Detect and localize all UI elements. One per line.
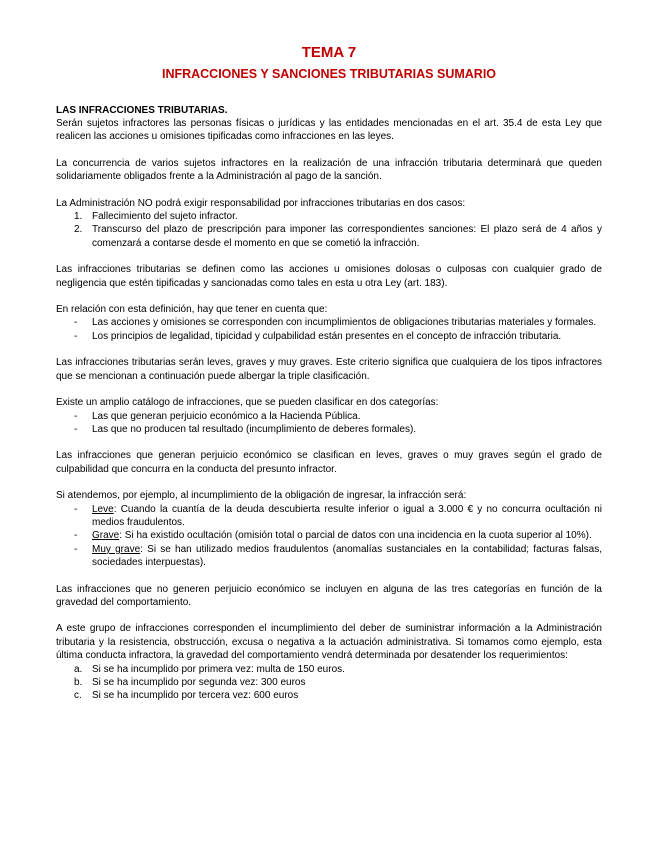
list-item-text: Fallecimiento del sujeto infractor.: [92, 211, 238, 223]
paragraph-perjuicio: Las infracciones que generan perjuicio económico se clasifican en leves, graves o muy graves según el grado de culpabilidad que concurra en la conducta del presunto infractor.: [56, 450, 602, 475]
list-item-text: Transcurso del plazo de prescripción para imponer las correspondientes sanciones: El plazo será de 4 años y comenzará a contarse desde el momento en que se cometió la infracción.: [92, 224, 602, 249]
paragraph-relacion: En relación con esta definición, hay que tener en cuenta que:: [56, 304, 328, 316]
list-item-text: : Si se han utilizado medios fraudulentos (anomalías sustanciales en la contabilidad; facturas falsas, sociedades interpuestas).: [92, 543, 603, 569]
list-item: [56, 503, 602, 530]
document-page: [56, 44, 602, 703]
list-categorias: [56, 410, 602, 437]
list-marker: -: [74, 423, 78, 435]
list-item-text: Si se ha incumplido por primera vez: multa de 150 euros.: [92, 663, 345, 675]
paragraph-catalogo: Existe un amplio catálogo de infracciones, que se pueden clasificar en dos categorías:: [56, 397, 439, 409]
paragraph-concurrencia: La concurrencia de varios sujetos infractores en la realización de una infracción tributaria determinará que queden solidariamente obligados frente a la Administración al pago de la sanción.: [56, 157, 602, 183]
list-item: [56, 663, 602, 676]
list-item: [56, 210, 602, 223]
list-marker: -: [74, 317, 78, 329]
list-item: [56, 676, 602, 689]
list-marker: -: [74, 330, 78, 342]
term-grave: Grave: [92, 530, 120, 542]
list-requerimientos: [56, 663, 602, 703]
term-muy-grave: Muy grave: [92, 543, 141, 555]
list-item: [56, 223, 602, 250]
page-title: TEMA 7: [301, 44, 357, 61]
list-item: [56, 316, 602, 329]
list-item: [56, 410, 602, 423]
paragraph-definicion: Las infracciones tributarias se definen como las acciones u omisiones dolosas o culposas con cualquier grado de negligencia que estén tipificadas y sancionadas como tales en esta u otra Ley (art. 183).: [56, 264, 602, 289]
list-item: [56, 689, 602, 702]
paragraph-sujetos: Serán sujetos infractores las personas físicas o jurídicas y las entidades mencionadas en el art. 35.4 de esta Ley que realicen las acciones u omisiones tipificadas como infracciones en las leyes.: [56, 118, 602, 143]
list-item: [56, 543, 602, 570]
list-marker: 1.: [74, 211, 83, 223]
page-subtitle: INFRACCIONES Y SANCIONES TRIBUTARIAS SUMARIO: [161, 67, 497, 81]
list-marker: a.: [74, 663, 83, 675]
list-marker: -: [74, 410, 78, 422]
list-item: [56, 529, 602, 542]
list-marker: c.: [74, 690, 82, 702]
list-item-text: Las acciones y omisiones se corresponden con incumplimientos de obligaciones tributarias materiales y formales.: [92, 317, 597, 329]
paragraph-no-responsabilidad: La Administración NO podrá exigir responsabilidad por infracciones tributarias en dos casos:: [56, 197, 466, 209]
list-item-text: : Cuando la cuantía de la deuda descubierta resulte inferior o igual a 3.000 € y no concurra ocultación ni medios fraudulentos.: [92, 503, 602, 528]
term-leve: Leve: [92, 503, 114, 515]
list-item-text: Las que generan perjuicio económico a la Hacienda Pública.: [92, 410, 361, 422]
paragraph-grupo: A este grupo de infracciones corresponden el incumplimiento del deber de suministrar información a la Administración tributaria y la resistencia, obstrucción, excusa o negativa a la actuación administrativa. Si tomamos como ejemplo, esta última conducta infractora, la gravedad del comportamiento vendrá determinada por desatender los requerimientos:: [56, 623, 602, 662]
list-item-text: : Si ha existido ocultación (omisión total o parcial de datos con una incidencia en la cuota superior al 10%).: [119, 530, 592, 542]
list-marker: -: [74, 543, 78, 555]
list-item-text: Si se ha incumplido por segunda vez: 300 euros: [92, 677, 306, 688]
paragraph-clasificacion: Las infracciones tributarias serán leves, graves y muy graves. Este criterio significa que cualquiera de los tipos infractores que se mencionan a continuación puede albergar la triple clasificación.: [56, 357, 602, 382]
list-item-text: Los principios de legalidad, tipicidad y culpabilidad están presentes en el concepto de infracción tributaria.: [92, 330, 562, 342]
paragraph-sin-perjuicio: Las infracciones que no generen perjuicio económico se incluyen en alguna de las tres categorías en función de la gravedad del comportamiento.: [56, 583, 602, 608]
section-heading: LAS INFRACCIONES TRIBUTARIAS.: [56, 105, 228, 116]
list-item-text: Las que no producen tal resultado (incumplimiento de deberes formales).: [92, 423, 417, 435]
list-marker: -: [74, 503, 78, 515]
list-item-text: Si se ha incumplido por tercera vez: 600 euros: [92, 690, 299, 702]
list-marker: b.: [74, 677, 83, 688]
list-gravedad: [56, 503, 602, 570]
list-item: [56, 423, 602, 436]
list-definicion: [56, 316, 602, 343]
list-marker: 2.: [74, 224, 83, 236]
list-marker: -: [74, 530, 78, 542]
paragraph-ejemplo: Si atendemos, por ejemplo, al incumplimiento de la obligación de ingresar, la infracción será:: [56, 490, 467, 502]
list-item: [56, 330, 602, 343]
list-no-responsabilidad: [56, 210, 602, 250]
